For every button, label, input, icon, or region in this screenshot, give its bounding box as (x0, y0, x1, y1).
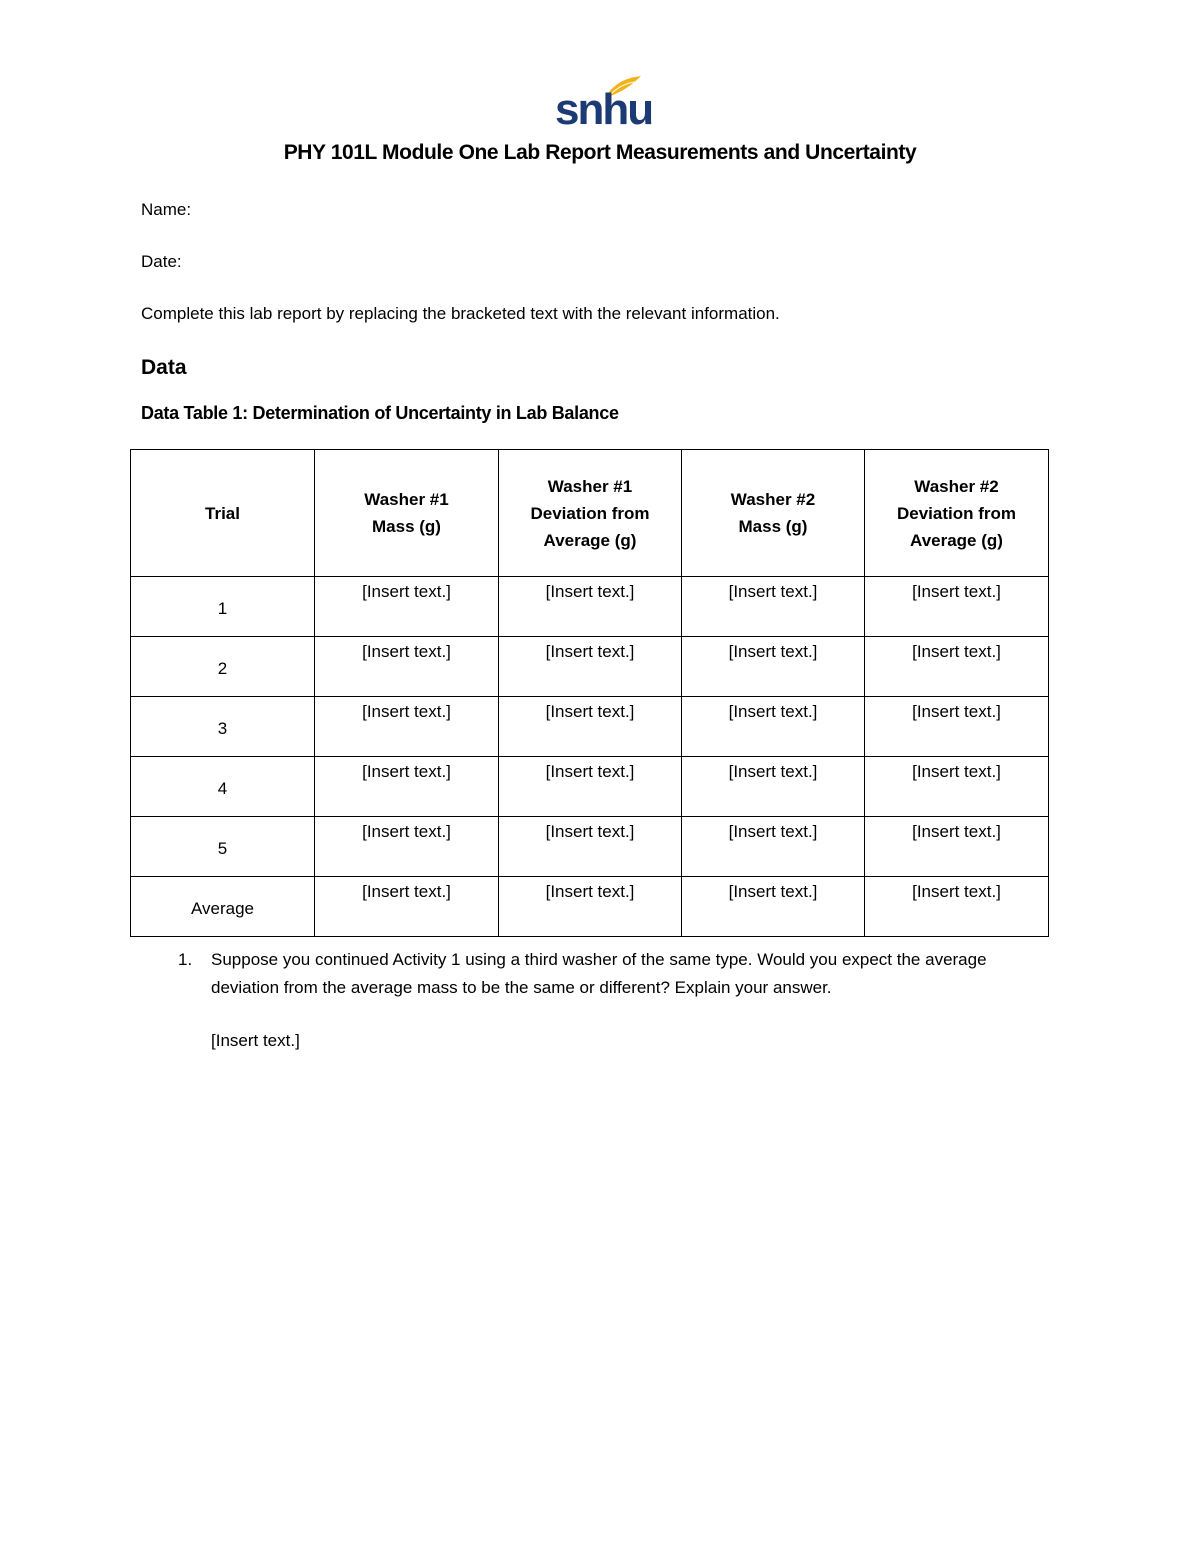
cell-value[interactable]: [Insert text.] (362, 882, 451, 901)
question-text: Suppose you continued Activity 1 using a third washer of the same type. Would you expect the average deviation from the average mass to be the same or different? Explain your answer. (211, 950, 987, 997)
trial-cell: 2 (131, 637, 315, 697)
header-line: Average (g) (910, 530, 1003, 550)
cell-value[interactable]: [Insert text.] (912, 582, 1001, 601)
table-cell[interactable] (499, 637, 682, 697)
cell-value[interactable]: [Insert text.] (362, 702, 451, 721)
table-cell[interactable] (499, 697, 682, 757)
cell-value[interactable]: [Insert text.] (728, 642, 818, 661)
header-line: Deviation from (530, 503, 650, 523)
header-line: Washer #1 (364, 490, 449, 509)
cell-value[interactable]: [Insert text.] (912, 882, 1001, 901)
cell-value[interactable]: [Insert text.] (545, 762, 635, 781)
cell-value[interactable]: [Insert text.] (545, 882, 635, 901)
header-washer2-deviation (865, 450, 1049, 577)
table-cell[interactable] (865, 877, 1049, 937)
cell-value[interactable]: [Insert text.] (545, 702, 635, 721)
cell-value[interactable]: [Insert text.] (362, 822, 451, 841)
name-label: Name: (141, 200, 192, 219)
header-washer2-mass (682, 450, 865, 577)
table-row (131, 697, 1049, 757)
table-cell[interactable] (865, 577, 1049, 637)
table-cell[interactable] (682, 637, 865, 697)
table-cell[interactable] (315, 697, 499, 757)
trial-cell: 1 (131, 577, 315, 637)
cell-value[interactable]: [Insert text.] (912, 822, 1001, 841)
cell-value[interactable]: [Insert text.] (728, 582, 818, 601)
table-row (131, 637, 1049, 697)
table-header-row (131, 450, 1049, 577)
header-line: Mass (g) (372, 517, 441, 536)
table-caption: Data Table 1: Determination of Uncertainty in Lab Balance (141, 403, 619, 423)
table-cell[interactable] (865, 757, 1049, 817)
table-cell[interactable] (499, 817, 682, 877)
cell-value[interactable]: [Insert text.] (912, 702, 1001, 721)
cell-value[interactable]: [Insert text.] (362, 762, 451, 781)
table-cell[interactable] (682, 577, 865, 637)
header-line: Average (g) (543, 530, 637, 550)
header-line: Washer #1 (547, 476, 633, 496)
table-cell[interactable] (682, 817, 865, 877)
cell-value[interactable]: [Insert text.] (728, 822, 818, 841)
header-line: Mass (g) (738, 517, 808, 536)
header-washer1-deviation (499, 450, 682, 577)
table-cell[interactable] (682, 697, 865, 757)
table-row (131, 877, 1049, 937)
cell-value[interactable]: [Insert text.] (728, 702, 818, 721)
snhu-logo (553, 74, 653, 134)
table-cell[interactable] (865, 697, 1049, 757)
data-table (130, 449, 1049, 937)
cell-value[interactable]: [Insert text.] (362, 642, 451, 661)
table-row (131, 817, 1049, 877)
table-cell[interactable] (865, 817, 1049, 877)
cell-value[interactable]: [Insert text.] (912, 642, 1001, 661)
table-cell[interactable] (682, 877, 865, 937)
cell-value[interactable]: [Insert text.] (545, 582, 635, 601)
header-washer1-mass (315, 450, 499, 577)
trial-cell: 3 (131, 697, 315, 757)
header-line: Washer #2 (914, 476, 999, 496)
table-cell[interactable] (682, 757, 865, 817)
header-trial (131, 450, 315, 577)
table-cell[interactable] (499, 877, 682, 937)
cell-value[interactable]: [Insert text.] (728, 762, 818, 781)
date-label: Date: (141, 252, 182, 271)
table-cell[interactable] (499, 757, 682, 817)
cell-value[interactable]: [Insert text.] (912, 762, 1001, 781)
header-line: Deviation from (896, 503, 1017, 523)
table-cell[interactable] (315, 817, 499, 877)
table-cell[interactable] (865, 637, 1049, 697)
table-cell[interactable] (315, 877, 499, 937)
trial-cell: 4 (131, 757, 315, 817)
trial-cell: 5 (131, 817, 315, 877)
instructions: Complete this lab report by replacing the bracketed text with the relevant information. (141, 304, 780, 323)
table-cell[interactable] (315, 637, 499, 697)
table-cell[interactable] (315, 757, 499, 817)
cell-value[interactable]: [Insert text.] (545, 642, 635, 661)
table-cell[interactable] (315, 577, 499, 637)
answer-placeholder[interactable]: [Insert text.] (211, 1031, 300, 1050)
question-number: 1. (178, 950, 193, 969)
table-row (131, 577, 1049, 637)
table-row (131, 757, 1049, 817)
logo-wordmark: snhu (555, 85, 653, 134)
trial-cell: Average (131, 877, 315, 937)
cell-value[interactable]: [Insert text.] (728, 882, 818, 901)
section-heading: Data (141, 356, 187, 379)
header-line: Trial (205, 503, 240, 523)
page-title: PHY 101L Module One Lab Report Measurements and Uncertainty (283, 141, 917, 164)
cell-value[interactable]: [Insert text.] (362, 582, 451, 601)
cell-value[interactable]: [Insert text.] (545, 822, 635, 841)
header-line: Washer #2 (730, 490, 816, 509)
table-cell[interactable] (499, 577, 682, 637)
